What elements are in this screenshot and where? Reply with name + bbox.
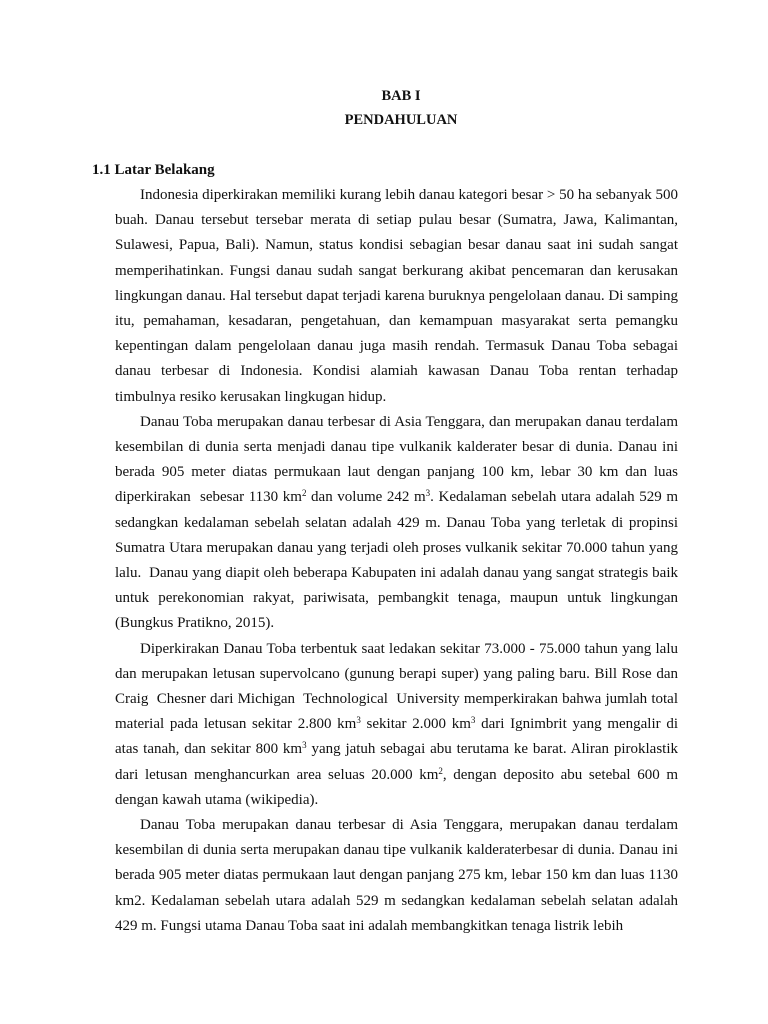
superscript: 3 [356, 715, 361, 726]
paragraph-2 [115, 410, 678, 637]
paragraph-4: Danau Toba merupakan danau terbesar di Asia Tenggara, merupakan danau terdalam kesembilan di dunia serta merupakan danau tipe vulkanik kalderaterbesar di dunia. Danau ini berada 905 meter diatas permukaan laut dengan panjang 275 km, lebar 150 km dan luas 1130 km2. Kedalaman sebelah utara adalah 529 m sedangkan kedalaman sebelah selatan adalah 429 m. Fungsi utama Danau Toba saat ini adalah membangkitkan tenaga listrik lebih [115, 817, 678, 934]
superscript: 2 [301, 488, 307, 499]
paragraph-3-text-d: yang jatuh sebagai abu terutama ke barat. Aliran piroklastik dari letusan menghancurkan area seluas 20.000 km [115, 741, 678, 783]
paragraph-1: Indonesia diperkirakan memiliki kurang lebih danau kategori besar > 50 ha sebanyak 500 buah. Danau tersebut tersebar merata di setiap pulau besar (Sumatra, Jawa, Kalimantan, Sulawesi, Papua, Bali). Namun, status kondisi sebagian besar danau saat ini sudah sangat memperihatinkan. Fungsi danau sudah sangat berkurang akibat pencemaran dan kerusakan lingkungan danau. Hal tersebut dapat terjadi karena buruknya pengelolaan danau. Di samping itu, pemahaman, kesadaran, pengetahuan, dan kemampuan masyarakat serta pemangku kepentingan dalam pengelolaan danau juga masih rendah. Termasuk Danau Toba sebagai danau terbesar di Indonesia. Kondisi alamiah kawasan Danau Toba rentan terhadap timbulnya resiko kerusakan lingkugan hidup. [115, 187, 678, 405]
superscript: 2 [438, 765, 443, 776]
chapter-number: BAB I [381, 88, 421, 104]
paragraph-2-text-a: Danau Toba merupakan danau terbesar di Asia Tenggara, dan merupakan danau terdalam kesembilan di dunia serta menjadi danau tipe vulkanik kalderater besar di dunia. Danau ini berada 905 meter diatas permukaan laut dengan panjang 100 km, lebar 30 km dan luas diperkirakan sebesar 1130 km [115, 413, 678, 506]
paragraph-3-text-a: Diperkirakan Danau Toba terbentuk saat ledakan sekitar 73.000 - 75.000 tahun yang lalu dan merupakan letusan supervolcano (gunung berapi super) yang paling baru. Bill Rose dan Craig Chesner dari Michigan Technological University memperkirakan bahwa jumlah total material pada letusan sekitar 2.800 km [115, 640, 678, 733]
chapter-title: PENDAHULUAN [344, 112, 458, 128]
body-text [115, 183, 678, 939]
paragraph-3 [115, 637, 678, 813]
superscript: 3 [425, 488, 431, 499]
superscript: 3 [302, 740, 307, 751]
paragraph-3-text-c: dari Ignimbrit yang mengalir di atas tanah, dan sekitar 800 km [115, 716, 679, 758]
paragraph-2-text-b: dan volume 242 m [306, 489, 426, 506]
paragraph-3-text-b: sekitar 2.000 km [360, 716, 471, 733]
section-heading: 1.1 Latar Belakang [92, 162, 215, 178]
paragraph-2-text-c: . Kedalaman sebelah utara adalah 529 m sedangkan kedalaman sebelah selatan adalah 429 m. Danau Toba yang terletak di propinsi Sumatra Utara merupakan danau yang terjadi oleh proses vulkanik sekitar 70.000 tahun yang lalu. Danau yang diapit oleh beberapa Kabupaten ini adalah danau yang sangat strategis baik untuk perekonomian rakyat, pariwisata, pembangkit tenaga, maupun untuk lingkungan (Bungkus Pratikno, 2015). [115, 489, 679, 632]
superscript: 3 [470, 715, 476, 726]
paragraph-3-text-e: , dengan deposito abu setebal 600 m dengan kawah utama (wikipedia). [115, 766, 678, 808]
